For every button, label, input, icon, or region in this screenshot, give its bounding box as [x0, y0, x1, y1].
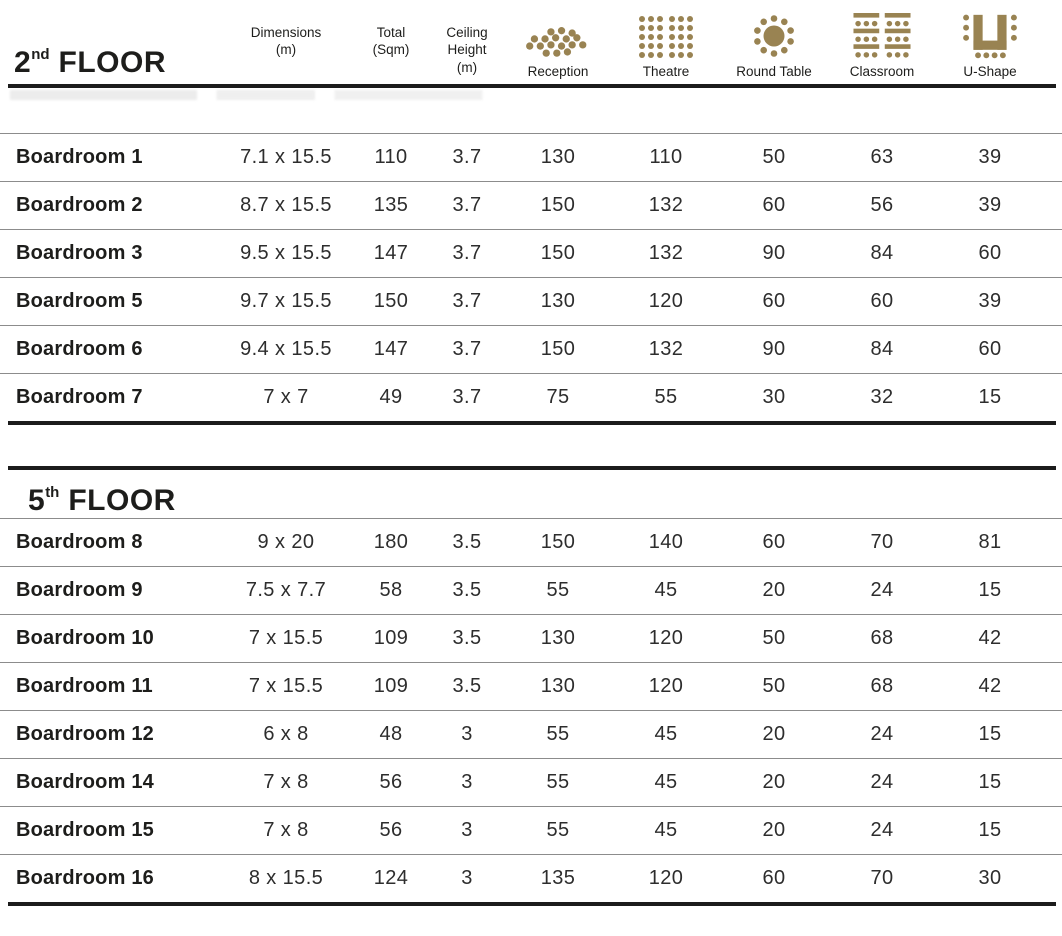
value-reception: 130 — [540, 627, 576, 649]
table-row — [0, 325, 1062, 373]
value-total: 147 — [373, 338, 409, 360]
value-classroom: 32 — [870, 386, 894, 408]
value-theatre: 45 — [654, 819, 678, 841]
value-total: 109 — [373, 675, 409, 697]
value-dimensions: 7.5 x 7.7 — [245, 579, 327, 601]
floor-number: 2 — [14, 46, 32, 79]
value-total: 48 — [379, 723, 403, 745]
value-classroom: 24 — [870, 819, 894, 841]
column-header-label: Round Table — [736, 64, 812, 79]
value-round_table: 20 — [762, 819, 786, 841]
value-ceiling: 3.5 — [452, 579, 482, 601]
table-row — [0, 806, 1062, 854]
value-reception: 150 — [540, 338, 576, 360]
value-classroom: 68 — [870, 627, 894, 649]
value-theatre: 120 — [648, 675, 684, 697]
value-total: 56 — [379, 771, 403, 793]
value-round_table: 60 — [762, 531, 786, 553]
room-name: Boardroom 7 — [16, 386, 143, 408]
value-theatre: 110 — [649, 146, 683, 168]
round-table-icon — [750, 13, 798, 59]
room-name: Boardroom 3 — [16, 242, 143, 264]
value-classroom: 24 — [870, 723, 894, 745]
value-theatre: 120 — [648, 627, 684, 649]
value-ceiling: 3.7 — [452, 290, 482, 312]
value-u_shape: 39 — [978, 194, 1002, 216]
value-dimensions: 6 x 8 — [263, 723, 309, 745]
value-ceiling: 3.5 — [452, 531, 482, 553]
value-total: 124 — [373, 867, 409, 889]
room-name: Boardroom 14 — [16, 771, 154, 793]
value-theatre: 120 — [648, 867, 684, 889]
value-u_shape: 15 — [978, 771, 1002, 793]
value-round_table: 60 — [762, 290, 786, 312]
table-row — [0, 854, 1062, 902]
table-row — [0, 277, 1062, 325]
value-theatre: 55 — [654, 386, 678, 408]
table-row — [0, 566, 1062, 614]
table-row — [0, 518, 1062, 566]
value-theatre: 45 — [654, 771, 678, 793]
room-name: Boardroom 16 — [16, 867, 154, 889]
table-row — [0, 373, 1062, 421]
theatre-icon — [638, 15, 694, 59]
column-header-u-shape — [936, 13, 1044, 84]
room-name: Boardroom 8 — [16, 531, 143, 553]
column-header-dimensions: Dimensions (m) — [250, 25, 322, 58]
value-classroom: 24 — [870, 771, 894, 793]
value-theatre: 140 — [648, 531, 684, 553]
room-name: Boardroom 11 — [16, 675, 153, 697]
value-ceiling: 3 — [461, 771, 473, 793]
value-ceiling: 3.5 — [452, 627, 482, 649]
room-name: Boardroom 9 — [16, 579, 143, 601]
table-row — [0, 133, 1062, 181]
value-reception: 130 — [540, 290, 576, 312]
value-classroom: 70 — [870, 867, 894, 889]
value-dimensions: 7.1 x 15.5 — [240, 146, 332, 168]
value-classroom: 84 — [870, 338, 894, 360]
column-header-label: U-Shape — [963, 64, 1017, 79]
table-row — [0, 662, 1062, 710]
value-theatre: 132 — [648, 194, 684, 216]
room-name: Boardroom 1 — [16, 146, 143, 168]
value-u_shape: 39 — [978, 146, 1002, 168]
value-round_table: 20 — [762, 771, 786, 793]
floor-word: FLOOR — [68, 484, 176, 517]
table-header — [0, 0, 1062, 84]
value-dimensions: 8 x 15.5 — [248, 867, 324, 889]
value-round_table: 90 — [762, 242, 786, 264]
value-ceiling: 3.7 — [452, 194, 482, 216]
value-u_shape: 81 — [978, 531, 1002, 553]
value-u_shape: 42 — [978, 675, 1002, 697]
table-row — [0, 229, 1062, 277]
value-dimensions: 7 x 15.5 — [248, 675, 324, 697]
divider-thick — [8, 902, 1056, 906]
value-classroom: 70 — [870, 531, 894, 553]
value-u_shape: 15 — [978, 723, 1002, 745]
value-reception: 150 — [540, 194, 576, 216]
column-header-theatre — [612, 15, 720, 84]
value-round_table: 50 — [762, 627, 786, 649]
value-dimensions: 7 x 8 — [263, 819, 309, 841]
value-classroom: 56 — [870, 194, 894, 216]
section-gap — [0, 425, 1062, 466]
room-name: Boardroom 5 — [16, 290, 143, 312]
value-u_shape: 15 — [978, 819, 1002, 841]
value-round_table: 30 — [762, 386, 786, 408]
value-reception: 150 — [540, 242, 576, 264]
column-header-reception — [504, 26, 612, 84]
floor-title-row — [0, 470, 1062, 518]
value-u_shape: 60 — [978, 338, 1002, 360]
divider-thick — [8, 84, 1056, 88]
value-reception: 135 — [540, 867, 576, 889]
value-reception: 130 — [540, 146, 576, 168]
column-header-label: Theatre — [642, 64, 690, 79]
value-dimensions: 9.7 x 15.5 — [240, 290, 332, 312]
floor-ordinal: th — [45, 484, 60, 501]
value-total: 180 — [373, 531, 409, 553]
value-theatre: 132 — [648, 242, 684, 264]
value-ceiling: 3.7 — [452, 338, 482, 360]
value-dimensions: 9.5 x 15.5 — [240, 242, 332, 264]
value-reception: 130 — [540, 675, 576, 697]
column-header-classroom — [828, 13, 936, 84]
classroom-icon — [851, 13, 913, 59]
value-round_table: 60 — [762, 194, 786, 216]
room-name: Boardroom 6 — [16, 338, 143, 360]
value-total: 109 — [373, 627, 409, 649]
room-name: Boardroom 10 — [16, 627, 154, 649]
value-total: 110 — [374, 146, 408, 168]
value-dimensions: 7 x 8 — [263, 771, 309, 793]
value-total: 58 — [379, 579, 403, 601]
value-classroom: 60 — [870, 290, 894, 312]
u-shape-icon — [958, 13, 1022, 59]
value-u_shape: 39 — [978, 290, 1002, 312]
room-name: Boardroom 12 — [16, 723, 154, 745]
value-round_table: 50 — [762, 675, 786, 697]
value-theatre: 45 — [654, 723, 678, 745]
value-classroom: 68 — [870, 675, 894, 697]
reception-icon — [521, 26, 595, 59]
value-round_table: 90 — [762, 338, 786, 360]
column-header-label: Classroom — [849, 64, 915, 79]
column-header-ceiling-height: Ceiling Height (m) — [446, 25, 488, 75]
section-5th-floor — [0, 466, 1062, 906]
value-ceiling: 3.7 — [452, 146, 482, 168]
rows-2nd-floor — [0, 133, 1062, 421]
value-theatre: 120 — [648, 290, 684, 312]
room-name: Boardroom 2 — [16, 194, 143, 216]
value-ceiling: 3.7 — [452, 386, 482, 408]
value-dimensions: 9 x 20 — [257, 531, 315, 553]
value-round_table: 20 — [762, 579, 786, 601]
value-u_shape: 30 — [978, 867, 1002, 889]
value-ceiling: 3 — [461, 819, 473, 841]
value-total: 135 — [373, 194, 409, 216]
table-row — [0, 710, 1062, 758]
value-theatre: 132 — [648, 338, 684, 360]
floor-number: 5 — [28, 484, 46, 517]
value-reception: 55 — [546, 723, 570, 745]
value-ceiling: 3 — [461, 867, 473, 889]
table-row — [0, 614, 1062, 662]
column-header-total: Total (Sqm) — [372, 25, 410, 58]
value-total: 147 — [373, 242, 409, 264]
ghost-row-artifact — [10, 90, 502, 100]
value-u_shape: 15 — [978, 579, 1002, 601]
value-u_shape: 60 — [978, 242, 1002, 264]
value-round_table: 50 — [762, 146, 786, 168]
floor-title-2nd — [0, 46, 220, 84]
value-ceiling: 3.5 — [452, 675, 482, 697]
floor-word: FLOOR — [58, 46, 167, 79]
value-ceiling: 3.7 — [452, 242, 482, 264]
column-header-label: Reception — [527, 64, 589, 79]
value-reception: 150 — [540, 531, 576, 553]
value-classroom: 63 — [870, 146, 894, 168]
table-row — [0, 758, 1062, 806]
rows-5th-floor — [0, 518, 1062, 902]
value-reception: 55 — [546, 819, 570, 841]
column-header-round-table — [720, 13, 828, 84]
value-total: 150 — [373, 290, 409, 312]
value-ceiling: 3 — [461, 723, 473, 745]
value-total: 49 — [379, 386, 403, 408]
value-reception: 55 — [546, 579, 570, 601]
table-row — [0, 181, 1062, 229]
value-u_shape: 42 — [978, 627, 1002, 649]
value-dimensions: 9.4 x 15.5 — [240, 338, 332, 360]
section-2nd-floor — [0, 0, 1062, 425]
value-classroom: 84 — [870, 242, 894, 264]
value-dimensions: 7 x 15.5 — [248, 627, 324, 649]
value-total: 56 — [379, 819, 403, 841]
value-u_shape: 15 — [978, 386, 1002, 408]
value-classroom: 24 — [870, 579, 894, 601]
floor-ordinal: nd — [31, 46, 50, 63]
value-theatre: 45 — [654, 579, 678, 601]
room-name: Boardroom 15 — [16, 819, 154, 841]
floor-title-5th — [14, 484, 176, 518]
value-reception: 75 — [546, 386, 570, 408]
value-dimensions: 8.7 x 15.5 — [240, 194, 332, 216]
value-round_table: 20 — [762, 723, 786, 745]
value-round_table: 60 — [762, 867, 786, 889]
value-reception: 55 — [546, 771, 570, 793]
value-dimensions: 7 x 7 — [263, 386, 309, 408]
